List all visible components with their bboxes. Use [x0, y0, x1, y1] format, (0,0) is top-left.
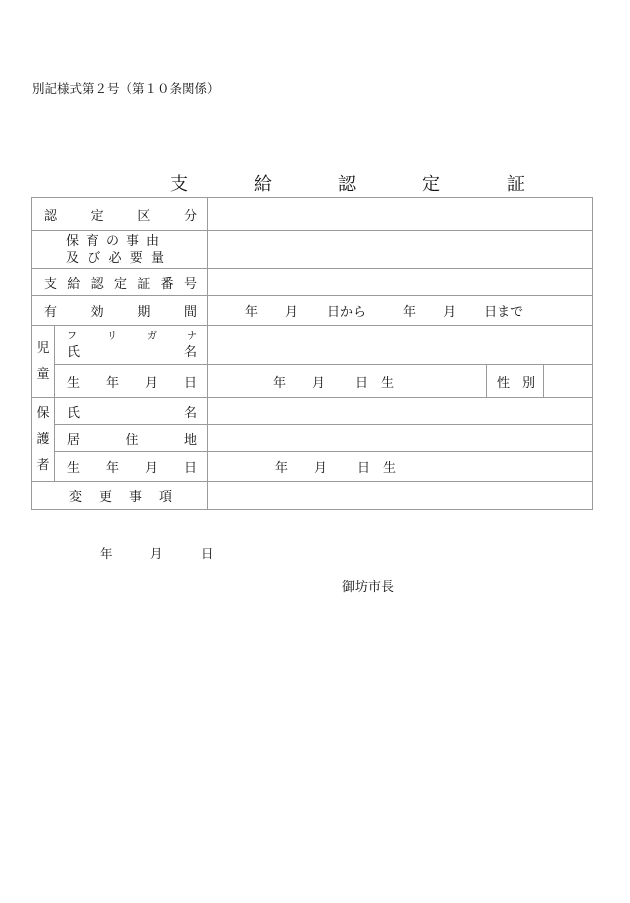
guardian-name-label: 氏 名: [55, 398, 208, 425]
guardian-name-value[interactable]: [208, 398, 593, 425]
child-group-label: 児 童: [32, 326, 55, 398]
child-name-value[interactable]: [208, 326, 593, 365]
title-char: 給: [254, 174, 272, 195]
issue-date-day: 日: [201, 546, 214, 561]
issue-date-year: 年: [100, 546, 113, 561]
validity-period-label: 有 効 期 間: [32, 296, 208, 326]
child-birthdate-label: 生 年 月 日: [55, 365, 208, 398]
change-items-value[interactable]: [208, 482, 593, 510]
residence-label: 居 住 地: [55, 425, 208, 452]
issuer-name: 御坊市長: [342, 580, 395, 595]
residence-value[interactable]: [208, 425, 593, 452]
change-items-label: 変 更 事 項: [32, 482, 208, 510]
title-char: 証: [507, 174, 525, 195]
childcare-reason-label: 保 育 の 事 由 及 び 必 要 量: [32, 231, 208, 269]
validity-period-value[interactable]: 年 月 日から 年 月 日まで: [208, 296, 593, 326]
certificate-table: [31, 197, 593, 510]
certificate-number-value[interactable]: [208, 269, 593, 296]
child-birthdate-value[interactable]: 年 月 日 生: [208, 365, 487, 398]
certification-type-value[interactable]: [208, 198, 593, 231]
guardian-birthdate-value[interactable]: 年 月 日 生: [208, 452, 593, 482]
issue-date-month: 月: [150, 546, 163, 561]
childcare-reason-value[interactable]: [208, 231, 593, 269]
title-char: 定: [422, 174, 440, 195]
gender-label: 性 別: [487, 365, 544, 398]
guardian-birthdate-label: 生 年 月 日: [55, 452, 208, 482]
certificate-number-label: 支 給 認 定 証 番 号: [32, 269, 208, 296]
child-name-label: フ リ ガ ナ 氏 名: [55, 326, 208, 365]
title-char: 支: [170, 174, 188, 195]
certification-type-label: 認 定 区 分: [32, 198, 208, 231]
form-number-label: 別記様式第２号（第１０条関係）: [32, 81, 220, 96]
title-char: 認: [338, 174, 356, 195]
gender-value[interactable]: [544, 365, 593, 398]
guardian-group-label: 保 護 者: [32, 398, 55, 482]
